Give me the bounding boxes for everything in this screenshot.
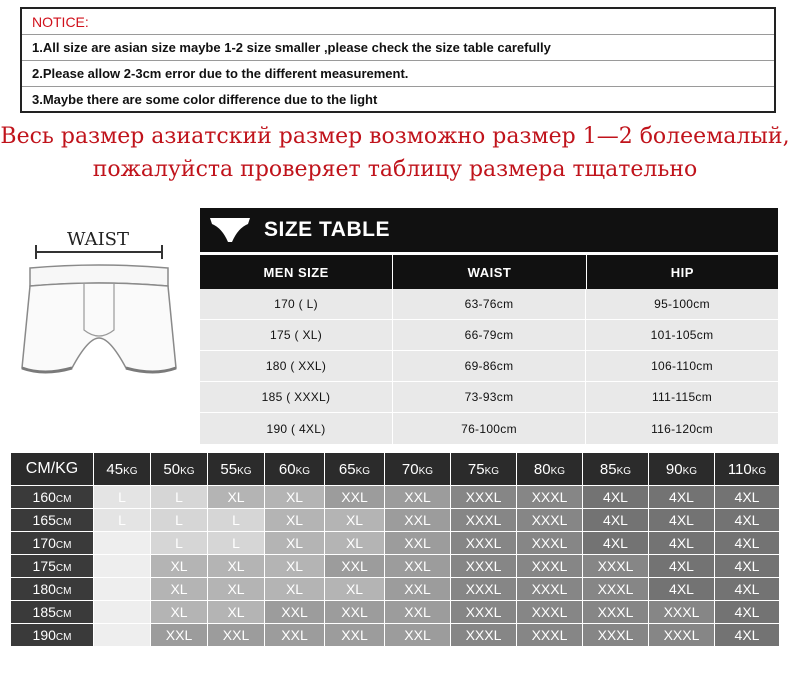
weight-unit: KG xyxy=(751,465,767,477)
table-row xyxy=(11,601,780,624)
size-cell: XL xyxy=(265,532,325,555)
size-cell: XXXL xyxy=(517,509,583,532)
size-cell: XL xyxy=(265,578,325,601)
men-size-cell: 185 ( XXXL) xyxy=(200,382,393,412)
weight-header-cell xyxy=(385,453,451,486)
size-cell xyxy=(94,555,151,578)
men-size-cell: 175 ( XL) xyxy=(200,320,393,350)
size-cell: 4XL xyxy=(649,509,715,532)
size-cell: XXL xyxy=(325,601,385,624)
size-cell: XXXL xyxy=(517,578,583,601)
table-row xyxy=(200,382,778,413)
size-cell: XXL xyxy=(385,509,451,532)
notice-title-row xyxy=(22,9,774,35)
size-cell xyxy=(94,532,151,555)
size-cell: XXXL xyxy=(451,624,517,647)
men-size-cell: 170 ( L) xyxy=(200,289,393,319)
weight-header-cell xyxy=(265,453,325,486)
size-cell: XXXL xyxy=(451,509,517,532)
notice-box xyxy=(20,7,776,113)
weight-value: 85 xyxy=(599,460,617,478)
waist-cell: 63-76cm xyxy=(393,289,586,319)
height-unit: CM xyxy=(55,609,72,620)
size-cell: XL xyxy=(208,601,265,624)
size-cell: XXXL xyxy=(649,601,715,624)
weight-unit: KG xyxy=(616,465,632,477)
weight-header-cell xyxy=(151,453,208,486)
underwear-waist-illustration xyxy=(14,218,184,393)
table-row xyxy=(200,351,778,382)
waist-cell: 66-79cm xyxy=(393,320,586,350)
weight-value: 55 xyxy=(220,460,238,478)
weight-unit: KG xyxy=(418,465,434,477)
height-value: 160 xyxy=(32,489,56,505)
weight-header-cell xyxy=(583,453,649,486)
size-cell: 4XL xyxy=(649,532,715,555)
size-cell: XXL xyxy=(325,624,385,647)
weight-value: 75 xyxy=(467,460,485,478)
size-cell: L xyxy=(208,532,265,555)
size-cell xyxy=(94,601,151,624)
size-cell: L xyxy=(151,509,208,532)
weight-header-cell xyxy=(94,453,151,486)
notice-line-2: 2.Please allow 2-3cm error due to the different measurement. xyxy=(22,61,774,87)
grid-corner-label: CM/KG xyxy=(11,453,94,486)
height-header-cell xyxy=(11,578,94,601)
weight-unit: KG xyxy=(355,465,371,477)
size-cell: XL xyxy=(151,578,208,601)
height-header-cell xyxy=(11,486,94,509)
height-unit: CM xyxy=(55,586,72,597)
size-cell: XXXL xyxy=(451,555,517,578)
notice-line-3: 3.Maybe there are some color difference due to the light xyxy=(32,91,378,107)
notice-title: NOTICE: xyxy=(32,13,89,30)
weight-unit: KG xyxy=(295,465,311,477)
size-cell: XXL xyxy=(325,555,385,578)
size-cell: XXL xyxy=(385,578,451,601)
size-cell: XXL xyxy=(385,555,451,578)
weight-unit: KG xyxy=(550,465,566,477)
size-cell xyxy=(94,624,151,647)
size-cell: 4XL xyxy=(715,509,780,532)
height-unit: CM xyxy=(55,540,72,551)
size-cell: L xyxy=(94,486,151,509)
size-cell: XXXL xyxy=(649,624,715,647)
hip-cell: 101-105cm xyxy=(650,328,714,342)
height-value: 170 xyxy=(32,535,56,551)
height-value: 180 xyxy=(32,581,56,597)
height-unit: CM xyxy=(55,632,72,643)
waist-label: WAIST xyxy=(66,229,130,250)
height-header-cell xyxy=(11,624,94,647)
size-cell: XL xyxy=(325,532,385,555)
size-cell: XXXL xyxy=(517,532,583,555)
size-cell: 4XL xyxy=(715,624,780,647)
size-cell: L xyxy=(151,486,208,509)
men-size-cell: 190 ( 4XL) xyxy=(200,413,393,444)
size-cell: XXL xyxy=(208,624,265,647)
weight-unit: KG xyxy=(682,465,698,477)
size-cell: 4XL xyxy=(583,509,649,532)
weight-unit: KG xyxy=(180,465,195,477)
hip-cell: 95-100cm xyxy=(654,297,710,311)
size-cell: XL xyxy=(265,509,325,532)
notice-line-1: 1.All size are asian size maybe 1-2 size smaller ,please check the size table carefully xyxy=(22,35,774,61)
height-value: 185 xyxy=(32,604,56,620)
table-row xyxy=(200,320,778,351)
size-cell: XXXL xyxy=(451,601,517,624)
hip-cell: 106-110cm xyxy=(651,359,713,373)
weight-unit: KG xyxy=(123,465,138,477)
size-cell: L xyxy=(94,509,151,532)
height-value: 175 xyxy=(32,558,56,574)
table-row xyxy=(11,624,780,647)
size-cell: XXXL xyxy=(583,555,649,578)
size-cell: XXXL xyxy=(517,624,583,647)
size-cell: XXL xyxy=(151,624,208,647)
size-cell: 4XL xyxy=(583,532,649,555)
height-header-cell xyxy=(11,601,94,624)
grid-header-row xyxy=(11,453,780,486)
size-cell: XXL xyxy=(385,624,451,647)
weight-value: 70 xyxy=(401,460,419,478)
size-cell: XL xyxy=(325,509,385,532)
men-size-cell: 180 ( XXL) xyxy=(200,351,393,381)
weight-value: 90 xyxy=(665,460,683,478)
size-cell: XXXL xyxy=(517,555,583,578)
size-cell: XXXL xyxy=(517,486,583,509)
size-cell: 4XL xyxy=(715,601,780,624)
size-cell: 4XL xyxy=(649,486,715,509)
table-row xyxy=(200,289,778,320)
table-row xyxy=(11,509,780,532)
weight-value: 50 xyxy=(163,460,181,478)
size-cell: XXL xyxy=(265,624,325,647)
height-value: 165 xyxy=(32,512,56,528)
size-cell: XXXL xyxy=(451,578,517,601)
height-value: 190 xyxy=(32,627,56,643)
size-cell: XXL xyxy=(385,532,451,555)
hip-cell: 116-120cm xyxy=(651,421,713,436)
weight-header-cell xyxy=(208,453,265,486)
height-unit: CM xyxy=(55,563,72,574)
size-cell: XXXL xyxy=(583,601,649,624)
size-cell xyxy=(94,578,151,601)
table-row xyxy=(11,486,780,509)
size-cell: 4XL xyxy=(715,555,780,578)
size-cell: XXL xyxy=(325,486,385,509)
column-waist: WAIST xyxy=(393,255,585,289)
height-weight-size-grid xyxy=(10,452,780,647)
size-cell: XL xyxy=(151,555,208,578)
weight-value: 65 xyxy=(338,460,356,478)
column-hip: HIP xyxy=(587,255,778,289)
weight-value: 80 xyxy=(533,460,551,478)
underwear-icon xyxy=(208,215,252,245)
size-cell: XL xyxy=(325,578,385,601)
size-cell: 4XL xyxy=(715,486,780,509)
waist-cell: 69-86cm xyxy=(393,351,586,381)
size-cell: L xyxy=(208,509,265,532)
weight-header-cell xyxy=(715,453,780,486)
size-cell: XXXL xyxy=(583,578,649,601)
weight-header-cell xyxy=(649,453,715,486)
size-cell: XL xyxy=(265,486,325,509)
table-row xyxy=(11,532,780,555)
russian-notice-line-1: Весь размер азиатский размер возможно размер 1—2 болеемалый, xyxy=(0,124,790,149)
height-unit: CM xyxy=(55,494,72,505)
weight-value: 45 xyxy=(106,460,124,478)
size-cell: XL xyxy=(151,601,208,624)
weight-unit: KG xyxy=(484,465,500,477)
size-cell: XXXL xyxy=(451,486,517,509)
size-cell: XXL xyxy=(385,486,451,509)
weight-unit: KG xyxy=(237,465,252,477)
size-cell: XL xyxy=(208,578,265,601)
table-row xyxy=(200,413,778,444)
table-row xyxy=(11,555,780,578)
height-header-cell xyxy=(11,532,94,555)
size-cell: XL xyxy=(265,555,325,578)
size-table xyxy=(200,208,778,444)
size-cell: 4XL xyxy=(715,578,780,601)
size-cell: XXXL xyxy=(583,624,649,647)
weight-header-cell xyxy=(517,453,583,486)
size-cell: 4XL xyxy=(649,578,715,601)
waist-cell: 73-93cm xyxy=(393,382,586,412)
size-cell: XL xyxy=(208,555,265,578)
size-cell: 4XL xyxy=(649,555,715,578)
table-row xyxy=(11,578,780,601)
size-cell: XXL xyxy=(265,601,325,624)
size-cell: L xyxy=(151,532,208,555)
height-header-cell xyxy=(11,509,94,532)
size-cell: XXXL xyxy=(517,601,583,624)
size-cell: 4XL xyxy=(583,486,649,509)
size-table-columns xyxy=(200,255,778,289)
hip-cell: 111-115cm xyxy=(651,390,713,404)
size-table-title: SIZE TABLE xyxy=(264,218,390,241)
size-table-body xyxy=(200,289,778,444)
height-header-cell xyxy=(11,555,94,578)
weight-header-cell xyxy=(451,453,517,486)
size-cell: XL xyxy=(208,486,265,509)
size-cell: XXL xyxy=(385,601,451,624)
size-cell: 4XL xyxy=(715,532,780,555)
height-unit: CM xyxy=(55,517,72,528)
weight-value: 110 xyxy=(727,460,752,478)
column-men-size: MEN SIZE xyxy=(200,255,392,289)
russian-notice-line-2: пожалуйста проверяет таблицу размера тщательно xyxy=(92,157,698,182)
weight-value: 60 xyxy=(278,460,296,478)
size-table-header xyxy=(200,208,778,252)
size-cell: XXXL xyxy=(451,532,517,555)
weight-header-cell xyxy=(325,453,385,486)
waist-cell: 76-100cm xyxy=(393,413,586,444)
